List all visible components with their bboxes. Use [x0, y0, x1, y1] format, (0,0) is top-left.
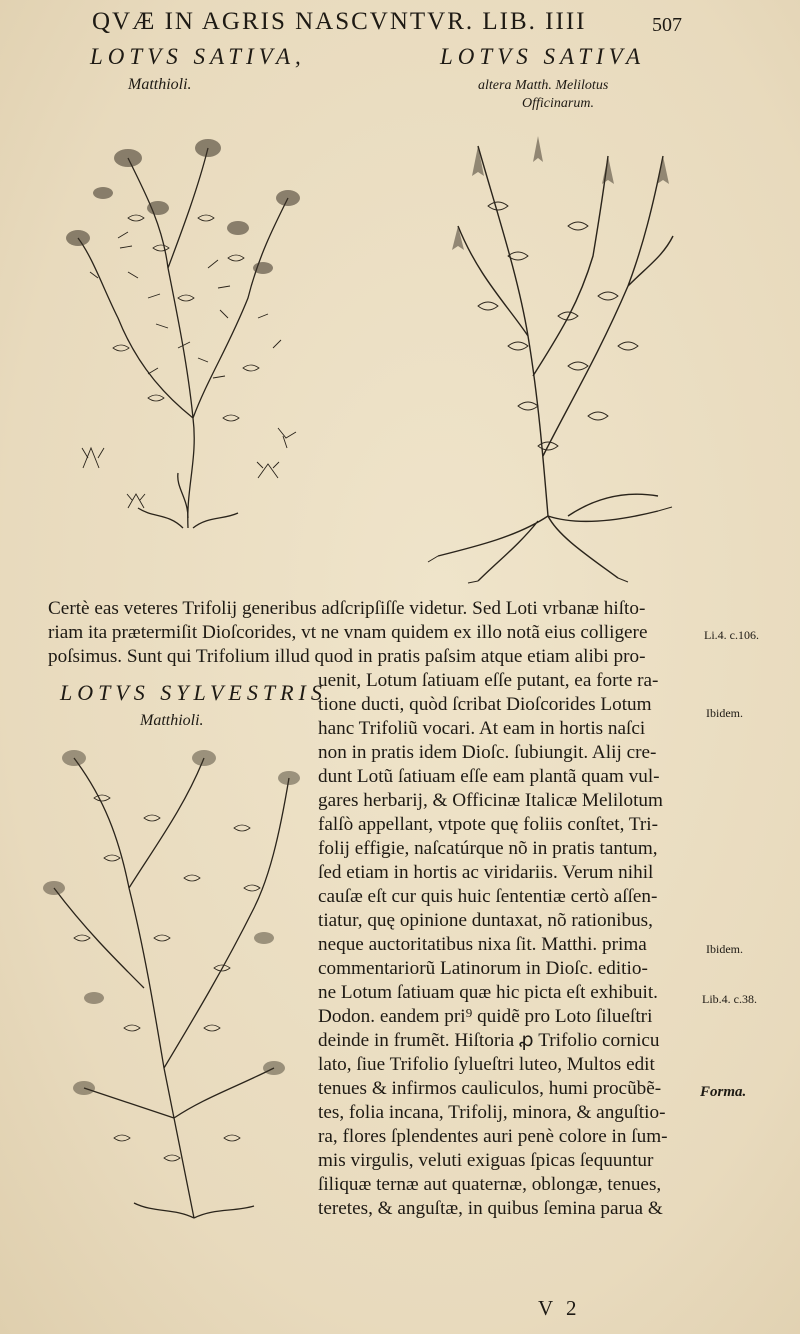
- signature-mark: V 2: [538, 1296, 581, 1320]
- body-line-25: ſiliquæ ternæ aut quaternæ, oblongæ, tenues,: [318, 1174, 662, 1195]
- figure-2-subtitle-2: Officinarum.: [522, 96, 594, 111]
- body-line-26: teretes, & anguſtæ, in quibus ſemina parua &: [318, 1198, 663, 1219]
- body-line-10: falſò appellant, vtpote quę foliis conſtet, Tri-: [318, 814, 658, 835]
- margin-note-4: Lib.4. c.38.: [702, 992, 757, 1006]
- body-line-1: Certè eas veteres Trifolij generibus adſcripſiſſe videtur. Sed Loti vrbanæ hiſto-: [48, 598, 646, 619]
- body-line-5: tione ducti, quòd ſcribat Dioſcorides Lotum: [318, 694, 652, 715]
- body-line-13: cauſæ eſt cur quis huic ſententiæ certò aſſen-: [318, 886, 658, 907]
- body-line-9: gares herbarij, & Officinæ Italicæ Melilotum: [318, 790, 663, 811]
- body-line-6: hanc Trifoliũ vocari. At eam in hortis naſci: [318, 718, 646, 739]
- body-line-7: non in pratis idem Dioſc. ſubiungit. Alij cre-: [318, 742, 657, 763]
- margin-note-2: Ibidem.: [706, 706, 743, 720]
- figure-1-subtitle: Matthioli.: [128, 76, 192, 93]
- body-line-22: tes, folia incana, Trifolij, minora, & anguſtio-: [318, 1102, 666, 1123]
- figure-3-subtitle: Matthioli.: [140, 712, 204, 729]
- body-line-18: Dodon. eandem pri⁹ quidẽ pro Loto ſilueſtri: [318, 1006, 653, 1027]
- body-line-15: neque auctoritatibus nixa ſit. Matthi. prima: [318, 934, 647, 955]
- body-line-8: dunt Lotũ ſatiuam eſſe eam plantã quam vul-: [318, 766, 660, 787]
- body-line-21: tenues & infirmos cauliculos, humi procũbẽ-: [318, 1078, 662, 1099]
- body-line-4: uenit, Lotum ſatiuam eſſe putant, ea forte ra-: [318, 670, 659, 691]
- body-line-19: deinde in frumẽt. Hiſtoria ꝓ Trifolio cornicu: [318, 1030, 660, 1051]
- body-line-3: poſsimus. Sunt qui Trifolium illud quod in pratis paſsim atque etiam alibi pro-: [48, 646, 646, 667]
- figure-3-title: LOTVS SYLVESTRIS: [60, 680, 327, 705]
- body-line-17: ne Lotum ſatiuam quæ hic picta eſt exhibuit.: [318, 982, 658, 1003]
- figure-2-subtitle-1: altera Matth. Melilotus: [478, 78, 609, 93]
- body-line-20: lato, ſiue Trifolio ſylueſtri luteo, Multos edit: [318, 1054, 655, 1075]
- margin-heading-forma: Forma.: [700, 1084, 747, 1100]
- body-line-16: commentariorũ Latinorum in Dioſc. editio-: [318, 958, 648, 979]
- figure-2-title: LOTVS SATIVA: [440, 44, 646, 69]
- running-head: QVÆ IN AGRIS NASCVNTVR. LIB. IIII: [92, 8, 587, 35]
- margin-note-3: Ibidem.: [706, 942, 743, 956]
- body-line-14: tiatur, quę opinione duntaxat, nõ rationibus,: [318, 910, 653, 931]
- figure-1-title: LOTVS SATIVA,: [90, 44, 306, 69]
- body-line-2: riam ita prætermiſit Dioſcorides, vt ne vnam quidem ex illo notã eius colligere: [48, 622, 648, 643]
- page-number: 507: [652, 14, 682, 36]
- margin-note-1: Li.4. c.106.: [704, 628, 759, 642]
- body-line-11: folij effigie, naſcatúrque nõ in pratis tantum,: [318, 838, 658, 859]
- lotus-sylvestris-woodcut: [34, 738, 314, 1226]
- melilotus-woodcut: [418, 116, 680, 586]
- body-line-24: mis virgulis, veluti exiguas ſpicas ſequuntur: [318, 1150, 654, 1171]
- body-line-23: ra, flores ſplendentes auri penè colore in ſum-: [318, 1126, 668, 1147]
- body-line-12: ſed etiam in hortis ac viridariis. Verum nihil: [318, 862, 654, 883]
- lotus-sativa-woodcut: [58, 118, 310, 538]
